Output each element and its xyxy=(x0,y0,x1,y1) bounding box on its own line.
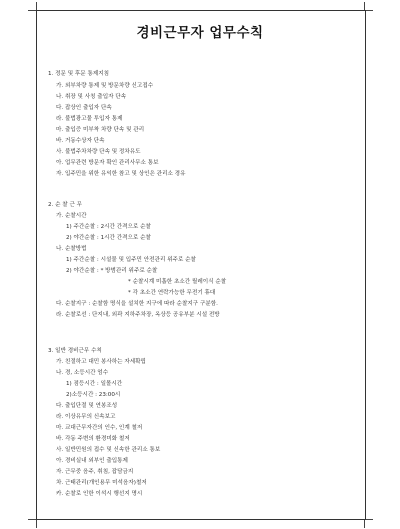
section1-item: 아. 업무관련 방문자 확인 관리사무소 통보 xyxy=(56,160,159,166)
section1-item: 마. 출입증 미부착 차량 단속 및 관리 xyxy=(56,127,145,133)
section1-item: 자. 입주민을 위한 유익한 참고 및 상인은 관리소 경유 xyxy=(56,171,186,177)
section3-subitem: 2)소등시간 : 23:00시 xyxy=(66,392,121,398)
section2-note: * 순찰시계 미흡한 초소간 릴레이식 순찰 xyxy=(128,279,227,285)
section1-item: 다. 잡상인 출입자 단속 xyxy=(56,105,112,111)
crop-mark-bottom-left xyxy=(28,519,37,528)
section2-subitem: 1) 주간순찰 : 2시간 간격으로 순찰 xyxy=(66,224,151,230)
section3-item: 가. 친절하고 대민 봉사하는 자세확립 xyxy=(56,359,146,365)
section3-item: 카. 순찰로 인한 이석시 행선지 명시 xyxy=(56,491,143,497)
section2-heading: 2. 순 찰 근 무 xyxy=(48,202,83,208)
section3-item: 라. 이상유무의 신속보고 xyxy=(56,414,116,420)
section3-item: 바. 각동 주변의 환경미화 철저 xyxy=(56,436,130,442)
section2-item: 다. 순찰지구 : 순찰함 명식을 설치한 지구에 따라 순찰지구 구분함. xyxy=(56,301,218,307)
section3-item: 차. 근태관리(개인용무 미석음자)철저 xyxy=(56,480,147,486)
section1-item: 사. 불법주차차량 단속 및 정차유도 xyxy=(56,149,141,155)
section2-item: 가. 순찰시간 xyxy=(56,213,87,219)
section1-item: 가. 외부차량 통제 및 방문차량 신고접수 xyxy=(56,83,154,89)
section1-heading: 1. 정문 및 후문 통제지침 xyxy=(48,71,110,77)
section2-item: 라. 순찰로선 : 단지내, 외곽 지하주차장, 옥상등 공유부분 시설 전방 xyxy=(56,312,220,318)
section1-item: 바. 거동수상자 단속 xyxy=(56,138,105,144)
document-title: 경비근무자 업무수칙 xyxy=(136,25,264,41)
section2-subitem: 2) 야간순찰 : * 방범관리 위주로 순찰 xyxy=(66,268,158,274)
crop-mark-bottom-right xyxy=(364,519,373,528)
section3-item: 자. 근무중 음주, 취침, 잡담금지 xyxy=(56,469,134,475)
section3-item: 나. 경, 소등시간 엄수 xyxy=(56,370,109,376)
section3-heading: 3. 일반 경비근무 수칙 xyxy=(48,348,102,354)
section2-subitem: 2) 야간순찰 : 1시간 간격으로 순찰 xyxy=(66,235,151,241)
section3-subitem: 1) 점등시간 : 일몰시간 xyxy=(66,381,123,387)
section3-item: 다. 출입단절 및 연봉조성 xyxy=(56,403,118,409)
section2-item: 나. 순찰방법 xyxy=(56,246,87,252)
section3-item: 사. 일반민원의 접수 및 신속한 관리소 통보 xyxy=(56,447,161,453)
section2-note: * 각 초소간 연락가능한 무전기 휴대 xyxy=(128,290,216,296)
section1-item: 나. 취장 및 사칭 출입자 단속 xyxy=(56,94,127,100)
section3-item: 마. 교대근무자간의 인수, 인계 철저 xyxy=(56,425,143,431)
section1-item: 라. 불법광고물 투입자 통제 xyxy=(56,116,123,122)
section3-item: 아. 경비실내 외부인 출입통제 xyxy=(56,458,128,464)
section2-subitem: 1) 주간순찰 : 시설물 및 입주민 안전관리 위주로 순찰 xyxy=(66,257,196,263)
